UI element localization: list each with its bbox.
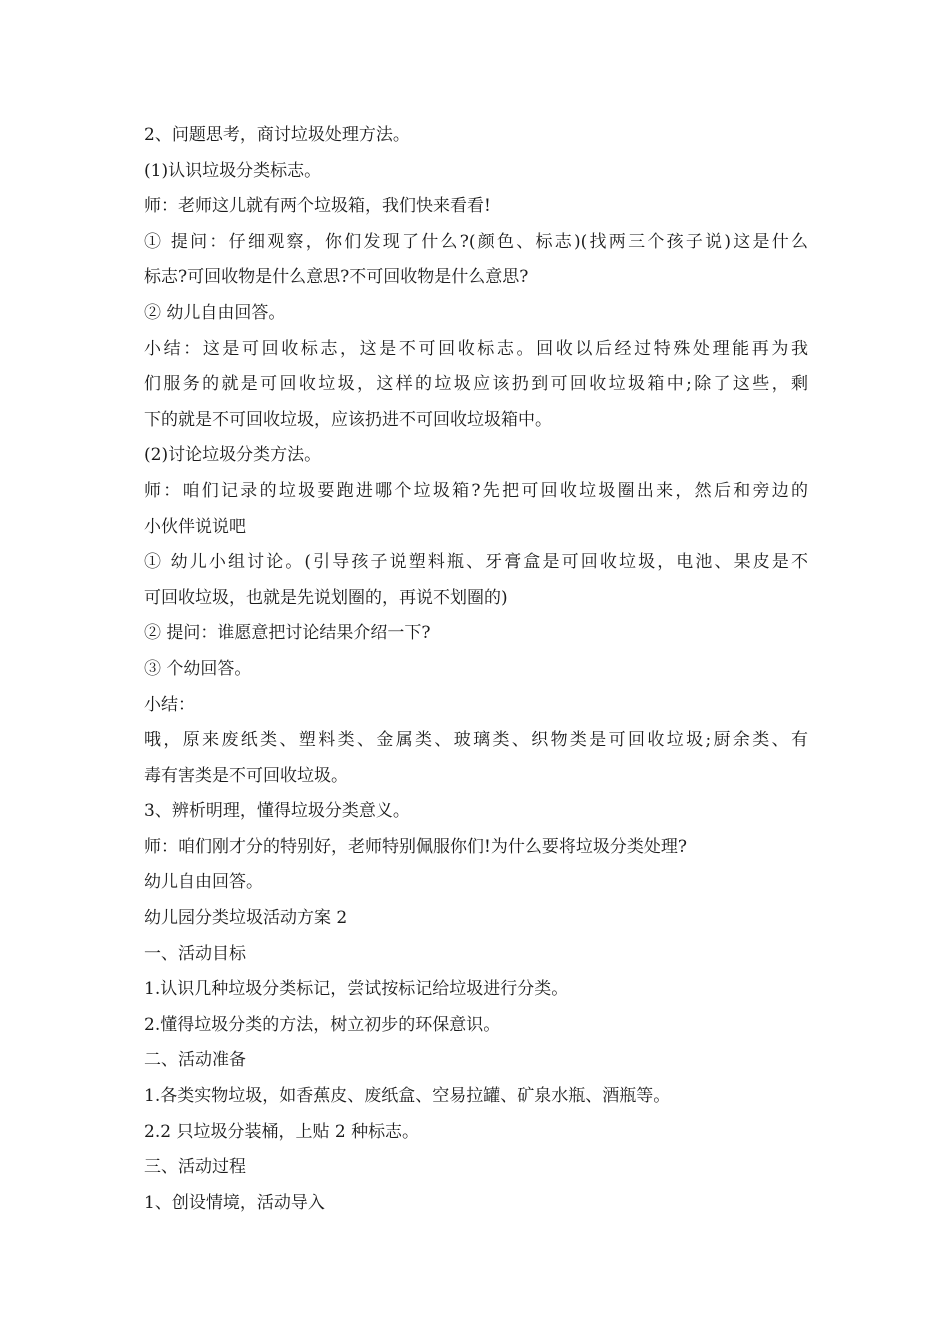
text-line: 标志?可回收物是什么意思?不可回收物是什么意思? bbox=[144, 267, 529, 288]
text-line: 下的就是不可回收垃圾，应该扔进不可回收垃圾箱中。 bbox=[144, 409, 552, 430]
text-line: 小结： bbox=[144, 694, 195, 715]
text-line: 2.懂得垃圾分类的方法，树立初步的环保意识。 bbox=[144, 1014, 501, 1035]
text-line: 小伙伴说说吧 bbox=[144, 516, 246, 537]
text-line: 2.2 只垃圾分装桶，上贴 2 种标志。 bbox=[144, 1121, 420, 1142]
text-line: (1)认识垃圾分类标志。 bbox=[144, 160, 322, 181]
text-line: 小结：这是可回收标志，这是不可回收标志。回收以后经过特殊处理能再为我 bbox=[144, 338, 808, 359]
text-line: 1.各类实物垃圾，如香蕉皮、废纸盒、空易拉罐、矿泉水瓶、酒瓶等。 bbox=[144, 1086, 671, 1107]
text-line: 3、辨析明理，懂得垃圾分类意义。 bbox=[144, 801, 410, 822]
text-line: 们服务的就是可回收垃圾，这样的垃圾应该扔到可回收垃圾箱中;除了这些，剩 bbox=[144, 374, 808, 395]
text-line: 师：老师这儿就有两个垃圾箱，我们快来看看! bbox=[144, 196, 491, 217]
text-line: 二、活动准备 bbox=[144, 1050, 246, 1071]
document-body bbox=[144, 118, 808, 1221]
text-line: 2、问题思考，商讨垃圾处理方法。 bbox=[144, 125, 410, 145]
text-line: 幼儿自由回答。 bbox=[144, 872, 263, 893]
text-line: ① 提问：仔细观察，你们发现了什么?(颜色、标志)(找两三个孩子说)这是什么 bbox=[144, 231, 808, 252]
text-line: ② 幼儿自由回答。 bbox=[144, 302, 286, 323]
text-line: ③ 个幼回答。 bbox=[144, 658, 252, 679]
text-line: 1、创设情境，活动导入 bbox=[144, 1192, 325, 1213]
document-page bbox=[144, 118, 808, 1221]
text-line: 可回收垃圾，也就是先说划圈的，再说不划圈的) bbox=[144, 587, 508, 608]
text-line: (2)讨论垃圾分类方法。 bbox=[144, 445, 322, 466]
text-line: ② 提问：谁愿意把讨论结果介绍一下? bbox=[144, 623, 431, 644]
text-line: ① 幼儿小组讨论。(引导孩子说塑料瓶、牙膏盒是可回收垃圾，电池、果皮是不 bbox=[144, 552, 808, 573]
text-line: 三、活动过程 bbox=[144, 1157, 246, 1178]
text-line: 师：咱们记录的垃圾要跑进哪个垃圾箱?先把可回收垃圾圈出来，然后和旁边的 bbox=[144, 480, 808, 501]
text-line: 幼儿园分类垃圾活动方案 2 bbox=[144, 908, 348, 929]
text-line: 1.认识几种垃圾分类标记，尝试按标记给垃圾进行分类。 bbox=[144, 979, 569, 1000]
text-line: 毒有害类是不可回收垃圾。 bbox=[144, 765, 348, 786]
text-line: 哦，原来废纸类、塑料类、金属类、玻璃类、织物类是可回收垃圾;厨余类、有 bbox=[144, 730, 808, 751]
text-line: 一、活动目标 bbox=[144, 943, 246, 964]
text-line: 师：咱们刚才分的特别好，老师特别佩服你们!为什么要将垃圾分类处理? bbox=[144, 836, 687, 857]
